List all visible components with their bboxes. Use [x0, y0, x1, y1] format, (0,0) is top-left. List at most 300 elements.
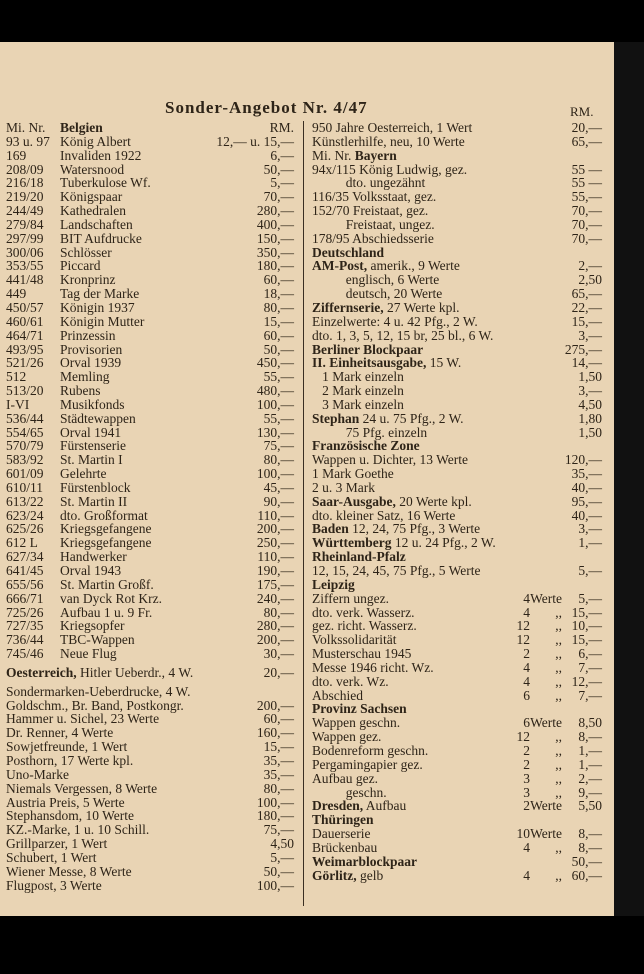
item-unit: ,,: [555, 618, 562, 634]
item-price: RM.: [269, 120, 294, 135]
right-list-row: [312, 163, 602, 177]
left-list-row: [6, 453, 294, 467]
item-price: 55,—: [571, 189, 602, 205]
item-unit: ,,: [555, 756, 562, 772]
item-price: 4,50: [578, 396, 602, 412]
item-price: 15,—: [263, 739, 294, 755]
catalog-number: 613/22: [6, 493, 44, 509]
item-description: Stephansdom, 10 Werte: [6, 808, 135, 824]
item-price: 450,—: [256, 355, 294, 371]
item-quantity: 2: [523, 742, 530, 758]
item-unit: Werte: [530, 715, 562, 731]
catalog-number: 623/24: [6, 507, 44, 523]
item-price: 8,—: [578, 839, 602, 855]
item-description: Orval 1941: [60, 424, 122, 440]
item-description: Invaliden 1922: [60, 147, 142, 163]
catalog-number: I-VI: [6, 396, 30, 412]
item-description: Musterschau 1945: [312, 646, 412, 662]
catalog-number: 625/26: [6, 521, 44, 537]
item-description: Abschied: [312, 687, 363, 703]
catalog-number: 521/26: [6, 355, 44, 371]
left-list-row: [6, 329, 294, 343]
right-list-row: [312, 232, 602, 246]
item-price: 2,—: [578, 770, 602, 786]
left-column: [6, 121, 294, 892]
item-quantity: 2: [523, 646, 530, 662]
catalog-number: 208/09: [6, 161, 44, 177]
item-price: 180,—: [256, 258, 294, 274]
item-price: 50,—: [263, 341, 294, 357]
left-list-row: [6, 481, 294, 495]
right-list-row: [312, 758, 602, 772]
right-list-row: [312, 509, 602, 523]
catalog-number: 279/84: [6, 216, 44, 232]
item-description: KZ.-Marke, 1 u. 10 Schill.: [6, 822, 150, 838]
left-list-row: [6, 768, 294, 782]
item-description: Berliner Blockpaar: [312, 341, 424, 357]
catalog-number: 169: [6, 147, 27, 163]
left-list-row: [6, 246, 294, 260]
right-list-row: [312, 592, 602, 606]
item-quantity: 2: [523, 798, 530, 814]
item-description: Posthorn, 17 Werte kpl.: [6, 752, 134, 768]
item-price: 70,—: [571, 216, 602, 232]
item-description: Wappen gez.: [312, 729, 382, 745]
right-list-row: [312, 384, 602, 398]
item-description: dto. Großformat: [60, 507, 148, 523]
item-description: Uno-Marke: [6, 766, 69, 782]
left-list-row: [6, 606, 294, 620]
item-description: St. Martin Großf.: [60, 576, 154, 592]
left-list-row: [6, 536, 294, 550]
item-description: Schubert, 1 Wert: [6, 849, 97, 865]
item-price: 18,—: [263, 286, 294, 302]
item-description: Deutschland: [312, 244, 385, 260]
left-list-row: [6, 135, 294, 149]
right-list-row: [312, 730, 602, 744]
item-price: 80,—: [263, 452, 294, 468]
item-description: Städtewappen: [60, 410, 136, 426]
item-description: Künstlerhilfe, neu, 10 Werte: [312, 133, 465, 149]
item-unit: ,,: [555, 784, 562, 800]
item-price: 8,50: [578, 715, 602, 731]
item-description: Wappen u. Dichter, 13 Werte: [312, 452, 468, 468]
item-description: 75 Pfg. einzeln: [312, 424, 428, 440]
item-unit: ,,: [555, 687, 562, 703]
item-description: Aufbau 1 u. 9 Fr.: [60, 604, 153, 620]
item-price: 240,—: [256, 590, 294, 606]
right-list-row: [312, 633, 602, 647]
item-price: 160,—: [256, 725, 294, 741]
right-list-row: [312, 453, 602, 467]
catalog-number: 300/06: [6, 244, 44, 260]
right-list-row: [312, 149, 602, 163]
item-price: 50,—: [263, 161, 294, 177]
item-price: 5,—: [578, 590, 602, 606]
right-list-row: [312, 827, 602, 841]
item-price: 15,—: [263, 313, 294, 329]
item-price: 480,—: [256, 383, 294, 399]
item-price: 5,—: [270, 849, 294, 865]
left-list-row: [6, 273, 294, 287]
item-price: 8,—: [578, 826, 602, 842]
item-price: 2,50: [578, 272, 602, 288]
item-price: 7,—: [578, 659, 602, 675]
catalog-number: 610/11: [6, 479, 43, 495]
left-list-row: [6, 301, 294, 315]
item-description: Kriegsgefangene: [60, 521, 152, 537]
item-price: 150,—: [256, 230, 294, 246]
item-description: Oesterreich, Hitler Ueberdr., 4 W.: [6, 664, 194, 680]
item-description: Tuberkulose Wf.: [60, 175, 151, 191]
item-description: Bodenreform geschn.: [312, 742, 429, 758]
item-description: Schlösser: [60, 244, 112, 260]
right-list-row: [312, 259, 602, 273]
left-list-row: [6, 495, 294, 509]
item-price: 200,—: [256, 521, 294, 537]
item-description: Ziffernserie, 27 Werte kpl.: [312, 299, 460, 315]
item-price: 110,—: [257, 507, 294, 523]
item-price: 80,—: [263, 299, 294, 315]
column-divider: [303, 121, 304, 906]
item-description: Neue Flug: [60, 646, 117, 662]
left-list-row: [6, 578, 294, 592]
item-unit: ,,: [555, 867, 562, 883]
catalog-number: 601/09: [6, 466, 44, 482]
catalog-number: 441/48: [6, 272, 44, 288]
item-unit: ,,: [555, 646, 562, 662]
left-list-row: [6, 412, 294, 426]
catalog-number: 216/18: [6, 175, 44, 191]
item-description: Hammer u. Sichel, 23 Werte: [6, 711, 160, 727]
item-description: Kathedralen: [60, 203, 126, 219]
item-price: 14,—: [571, 355, 602, 371]
item-description: Piccard: [60, 258, 101, 274]
right-list-row: [312, 176, 602, 190]
catalog-number: 464/71: [6, 327, 44, 343]
item-description: 94x/115 König Ludwig, gez.: [312, 161, 468, 177]
left-list-row: [6, 564, 294, 578]
item-description: Landschaften: [60, 216, 133, 232]
item-description: Fürstenserie: [60, 438, 126, 454]
right-list-row: [312, 813, 602, 827]
left-list-row: [6, 809, 294, 823]
right-list-row: [312, 619, 602, 633]
item-description: AM-Post, amerik., 9 Werte: [312, 258, 460, 274]
item-description: 12, 15, 24, 45, 75 Pfg., 5 Werte: [312, 563, 481, 578]
item-price: 100,—: [256, 877, 294, 893]
currency-header: RM.: [570, 104, 594, 119]
item-price: 60,—: [263, 272, 294, 288]
item-price: 80,—: [263, 604, 294, 620]
left-list-row: [6, 190, 294, 204]
item-unit: ,,: [555, 673, 562, 689]
item-description: Einzelwerte: 4 u. 42 Pfg., 2 W.: [312, 313, 478, 329]
right-list-row: [312, 702, 602, 716]
catalog-number: 666/71: [6, 590, 44, 606]
item-price: 280,—: [256, 618, 294, 634]
item-description: Tag der Marke: [60, 286, 140, 302]
left-list-row: [6, 232, 294, 246]
item-price: 55 —: [571, 161, 602, 177]
item-price: 15,—: [571, 313, 602, 329]
item-description: Fürstenblock: [60, 479, 131, 495]
catalog-number: 612 L: [6, 535, 38, 551]
item-description: Görlitz, gelb: [312, 867, 384, 883]
item-price: 1,50: [578, 369, 602, 385]
item-price: 60,—: [263, 327, 294, 343]
item-price: 35,—: [263, 766, 294, 782]
item-description: St. Martin I: [60, 452, 123, 468]
item-price: 40,—: [571, 479, 602, 495]
catalog-number: 512: [6, 369, 27, 385]
right-list-row: [312, 356, 602, 370]
item-description: Wiener Messe, 8 Werte: [6, 863, 132, 879]
left-list-row: [6, 356, 294, 370]
item-price: 400,—: [256, 216, 294, 232]
item-unit: ,,: [555, 729, 562, 745]
item-description: Goldschm., Br. Band, Postkongr.: [6, 697, 184, 713]
catalog-number: 297/99: [6, 230, 44, 246]
item-price: 65,—: [571, 286, 602, 302]
catalog-number: 493/95: [6, 341, 44, 357]
catalog-number: 583/92: [6, 452, 44, 468]
item-price: 30,—: [263, 646, 294, 662]
left-list-row: [6, 699, 294, 713]
item-price: 45,—: [263, 479, 294, 495]
item-description: dto. verk. Wasserz.: [312, 604, 415, 620]
right-list-row: [312, 273, 602, 287]
item-price: 70,—: [571, 230, 602, 246]
item-description: 1 Mark einzeln: [312, 369, 404, 385]
item-description: Württemberg 12 u. 24 Pfg., 2 W.: [312, 535, 496, 551]
item-quantity: 4: [523, 867, 530, 883]
catalog-number: 725/26: [6, 604, 44, 620]
item-description: Volkssolidarität: [312, 632, 397, 648]
item-quantity: 3: [523, 770, 530, 786]
item-description: Messe 1946 richt. Wz.: [312, 659, 434, 675]
item-description: Handwerker: [60, 549, 127, 565]
item-description: König Albert: [60, 133, 131, 149]
left-list-row: [6, 633, 294, 647]
right-list-row: [312, 287, 602, 301]
item-price: 4,50: [270, 836, 294, 852]
item-description: Weimarblockpaar: [312, 853, 417, 869]
left-list-row: [6, 754, 294, 768]
item-quantity: 3: [523, 784, 530, 800]
right-list-row: [312, 426, 602, 440]
right-list-row: [312, 370, 602, 384]
catalog-number: 93 u. 97: [6, 133, 50, 149]
item-quantity: 4: [523, 590, 530, 606]
item-price: 70,—: [263, 189, 294, 205]
item-price: 35,—: [263, 752, 294, 768]
right-list-row: [312, 218, 602, 232]
item-description: Sowjetfreunde, 1 Wert: [6, 739, 128, 755]
item-description: Französische Zone: [312, 438, 420, 454]
item-description: Dr. Renner, 4 Werte: [6, 725, 114, 741]
item-price: 50,—: [571, 853, 602, 869]
left-list-row: [6, 685, 294, 699]
right-column: [312, 121, 602, 882]
item-description: 2 Mark einzeln: [312, 383, 404, 399]
left-list-row: [6, 176, 294, 190]
catalog-number: 736/44: [6, 632, 44, 648]
item-price: 120,—: [564, 452, 602, 468]
left-list-row: [6, 851, 294, 865]
item-description: Pergamingapier gez.: [312, 756, 423, 772]
item-description: Königspaar: [60, 189, 123, 205]
item-description: dto. ungezähnt: [312, 175, 426, 191]
item-price: 80,—: [263, 780, 294, 796]
item-description: englisch, 6 Werte: [312, 272, 440, 288]
item-description: Baden 12, 24, 75 Pfg., 3 Werte: [312, 521, 481, 537]
left-list-row: [6, 823, 294, 837]
item-description: TBC-Wappen: [60, 632, 135, 648]
item-price: 175,—: [256, 576, 294, 592]
item-price: 9,—: [578, 784, 602, 800]
item-price: 110,—: [257, 549, 294, 565]
item-price: 100,—: [256, 794, 294, 810]
item-description: dto. 1, 3, 5, 12, 15 br, 25 bl., 6 W.: [312, 327, 494, 343]
item-description: Mi. Nr. Bayern: [312, 147, 397, 163]
item-description: Kronprinz: [60, 272, 116, 288]
item-price: 55 —: [571, 175, 602, 191]
left-list-row: [6, 259, 294, 273]
left-list-row: [6, 740, 294, 754]
item-description: 178/95 Abschiedsserie: [312, 230, 434, 246]
item-price: 22,—: [571, 299, 602, 315]
left-list-row: [6, 467, 294, 481]
item-quantity: 2: [523, 756, 530, 772]
item-description: Orval 1943: [60, 563, 122, 578]
item-price: 65,—: [571, 133, 602, 149]
item-quantity: 10: [516, 826, 530, 842]
right-list-row: [312, 204, 602, 218]
right-list-row: [312, 536, 602, 550]
left-list-row: [6, 121, 294, 135]
right-list-row: [312, 329, 602, 343]
right-list-row: [312, 716, 602, 730]
left-list-row: [6, 592, 294, 606]
item-price: 200,—: [256, 632, 294, 648]
right-list-row: [312, 246, 602, 260]
item-quantity: 6: [523, 715, 530, 731]
catalog-number: 244/49: [6, 203, 44, 219]
item-price: 15,—: [571, 632, 602, 648]
left-list-row: [6, 426, 294, 440]
catalog-number: 745/46: [6, 646, 44, 662]
item-price: 275,—: [564, 341, 602, 357]
item-description: Brückenbau: [312, 839, 378, 855]
item-description: 950 Jahre Oesterreich, 1 Wert: [312, 120, 473, 135]
item-price: 12,— u. 15,—: [216, 133, 294, 149]
item-description: van Dyck Rot Krz.: [60, 590, 162, 606]
item-description: Flugpost, 3 Werte: [6, 877, 102, 893]
item-price: 1,—: [578, 742, 602, 758]
catalog-number: 655/56: [6, 576, 44, 592]
item-price: 5,50: [578, 798, 602, 814]
item-price: 95,—: [571, 493, 602, 509]
item-description: Dresden, Aufbau: [312, 798, 407, 814]
item-description: Stephan 24 u. 75 Pfg., 2 W.: [312, 410, 464, 426]
right-list-row: [312, 522, 602, 536]
right-list-row: [312, 398, 602, 412]
left-list-row: [6, 796, 294, 810]
left-list-row: [6, 398, 294, 412]
item-description: gez. richt. Wasserz.: [312, 618, 417, 634]
right-list-row: [312, 467, 602, 481]
background-edge: [614, 42, 644, 916]
left-list-row: [6, 163, 294, 177]
item-unit: ,,: [555, 839, 562, 855]
item-description: Niemals Vergessen, 8 Werte: [6, 780, 158, 796]
left-list-row: [6, 712, 294, 726]
catalog-number: 627/34: [6, 549, 44, 565]
catalog-number: 219/20: [6, 189, 44, 205]
catalog-number: 460/61: [6, 313, 44, 329]
left-list-row: [6, 550, 294, 564]
item-description: deutsch, 20 Werte: [312, 286, 443, 302]
item-description: Musikfonds: [60, 396, 125, 412]
item-description: II. Einheitsausgabe, 15 W.: [312, 355, 462, 371]
item-description: Königin 1937: [60, 299, 135, 315]
right-list-row: [312, 495, 602, 509]
item-price: 2,—: [578, 258, 602, 274]
item-quantity: 4: [523, 839, 530, 855]
catalog-number: 536/44: [6, 410, 44, 426]
left-list-row: [6, 865, 294, 879]
item-description: Rheinland-Pfalz: [312, 549, 406, 565]
left-list-row: [6, 343, 294, 357]
right-list-row: [312, 675, 602, 689]
right-list-row: [312, 121, 602, 135]
item-price: 130,—: [256, 424, 294, 440]
catalog-number: Mi. Nr.: [6, 120, 46, 135]
item-price: 60,—: [571, 867, 602, 883]
item-price: 12,—: [571, 673, 602, 689]
right-list-row: [312, 343, 602, 357]
item-quantity: 12: [516, 729, 530, 745]
left-list-row: [6, 384, 294, 398]
item-description: 1 Mark Goethe: [312, 466, 394, 482]
item-description: Memling: [60, 369, 110, 385]
page-title: Sonder-Angebot Nr. 4/47: [165, 98, 368, 117]
left-list-row: [6, 315, 294, 329]
item-unit: ,,: [555, 632, 562, 648]
item-price: 180,—: [256, 808, 294, 824]
item-price: 350,—: [256, 244, 294, 260]
right-list-row: [312, 841, 602, 855]
catalog-number: 554/65: [6, 424, 44, 440]
item-price: 10,—: [571, 618, 602, 634]
right-list-row: [312, 661, 602, 675]
item-quantity: 4: [523, 659, 530, 675]
item-description: 2 u. 3 Mark: [312, 479, 375, 495]
item-price: 280,—: [256, 203, 294, 219]
item-price: 100,—: [256, 396, 294, 412]
item-description: Watersnood: [60, 161, 125, 177]
item-price: 250,—: [256, 535, 294, 551]
item-description: 152/70 Freistaat, gez.: [312, 203, 429, 219]
right-list-row: [312, 301, 602, 315]
right-list-row: [312, 135, 602, 149]
item-price: 3,—: [578, 521, 602, 537]
left-list-row: [6, 837, 294, 851]
item-description: Saar-Ausgabe, 20 Werte kpl.: [312, 493, 472, 509]
item-price: 1,50: [578, 424, 602, 440]
right-list-row: [312, 689, 602, 703]
